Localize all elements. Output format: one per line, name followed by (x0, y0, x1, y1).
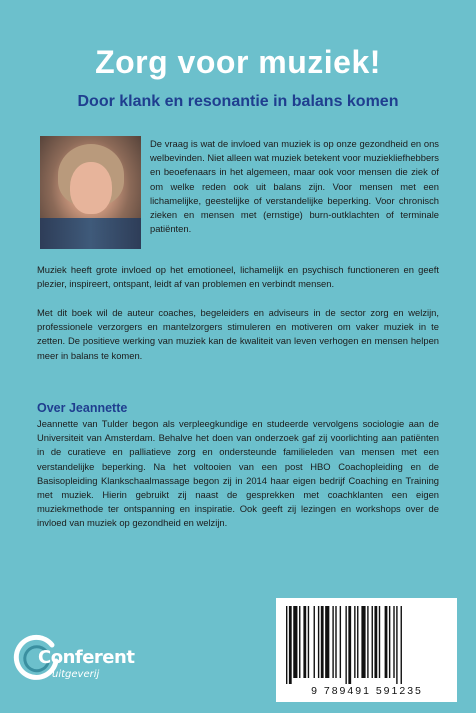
isbn-barcode (276, 598, 457, 702)
isbn-number: 9 789491 591235 (311, 685, 423, 697)
publisher-name: Conferent (38, 647, 135, 668)
intro-paragraph-2: Muziek heeft grote invloed op het emotioneel, lichamelijk en psychisch functioneren en geeft plezier, inspireert, ontspant, leidt af van problemen en verbindt mensen. (37, 264, 439, 290)
about-author-heading: Over Jeannette (37, 401, 128, 415)
intro-paragraph-3: Met dit boek wil de auteur coaches, begeleiders en adviseurs in de sector zorg en welzijn, professionele verzorgers en mantelzorgers stimuleren en motiveren om vaker muziek in te zetten. De positieve werking van muziek kan de kwaliteit van leven verhogen en mensen helpen meer in balans te komen. (37, 307, 439, 361)
author-photo (40, 136, 141, 249)
publisher-logo (12, 631, 152, 691)
book-title: Zorg voor muziek! (95, 44, 381, 80)
publisher-tagline: uitgeverij (52, 669, 100, 680)
intro-paragraph-1: De vraag is wat de invloed van muziek is op onze gezondheid en ons welbevinden. Niet alleen wat muziek betekent voor muziekliefhebbers en beoefenaars in het algemeen, maar ook voor mensen die ziek of om welke reden ook uit balans zijn. Voor mensen met een lichamelijke, geestelijke of verstandelijke beperking. Voor chronisch zieken en mensen met (ernstige) burn-outklachten of terminale patiënten. (150, 138, 439, 235)
about-author-text: Jeannette van Tulder begon als verpleegkundige en studeerde vervolgens sociologie aan de Universiteit van Amsterdam. Behalve het doen van onderzoek gaf zij voorlichting aan patiënten in de curatieve en palliatieve zorg en ondersteunde familieleden van mensen met een verstandelijke beperking. Na het voltooien van een post HBO Coachopleiding en de Basisopleiding Klankschaalmassage begon zij in 2014 haar eigen bedrijf Coaching en Training met muziek. Hierin gebruikt zij naast de gesprekken met coachklanten een eigen muziekmethode ter ontspanning en inspiratie. Ook geeft zij lezingen en workshops over de invloed van muziek op gezondheid en welzijn. (37, 418, 439, 529)
book-subtitle: Door klank en resonantie in balans komen (77, 93, 399, 110)
barcode-bars (276, 598, 457, 688)
